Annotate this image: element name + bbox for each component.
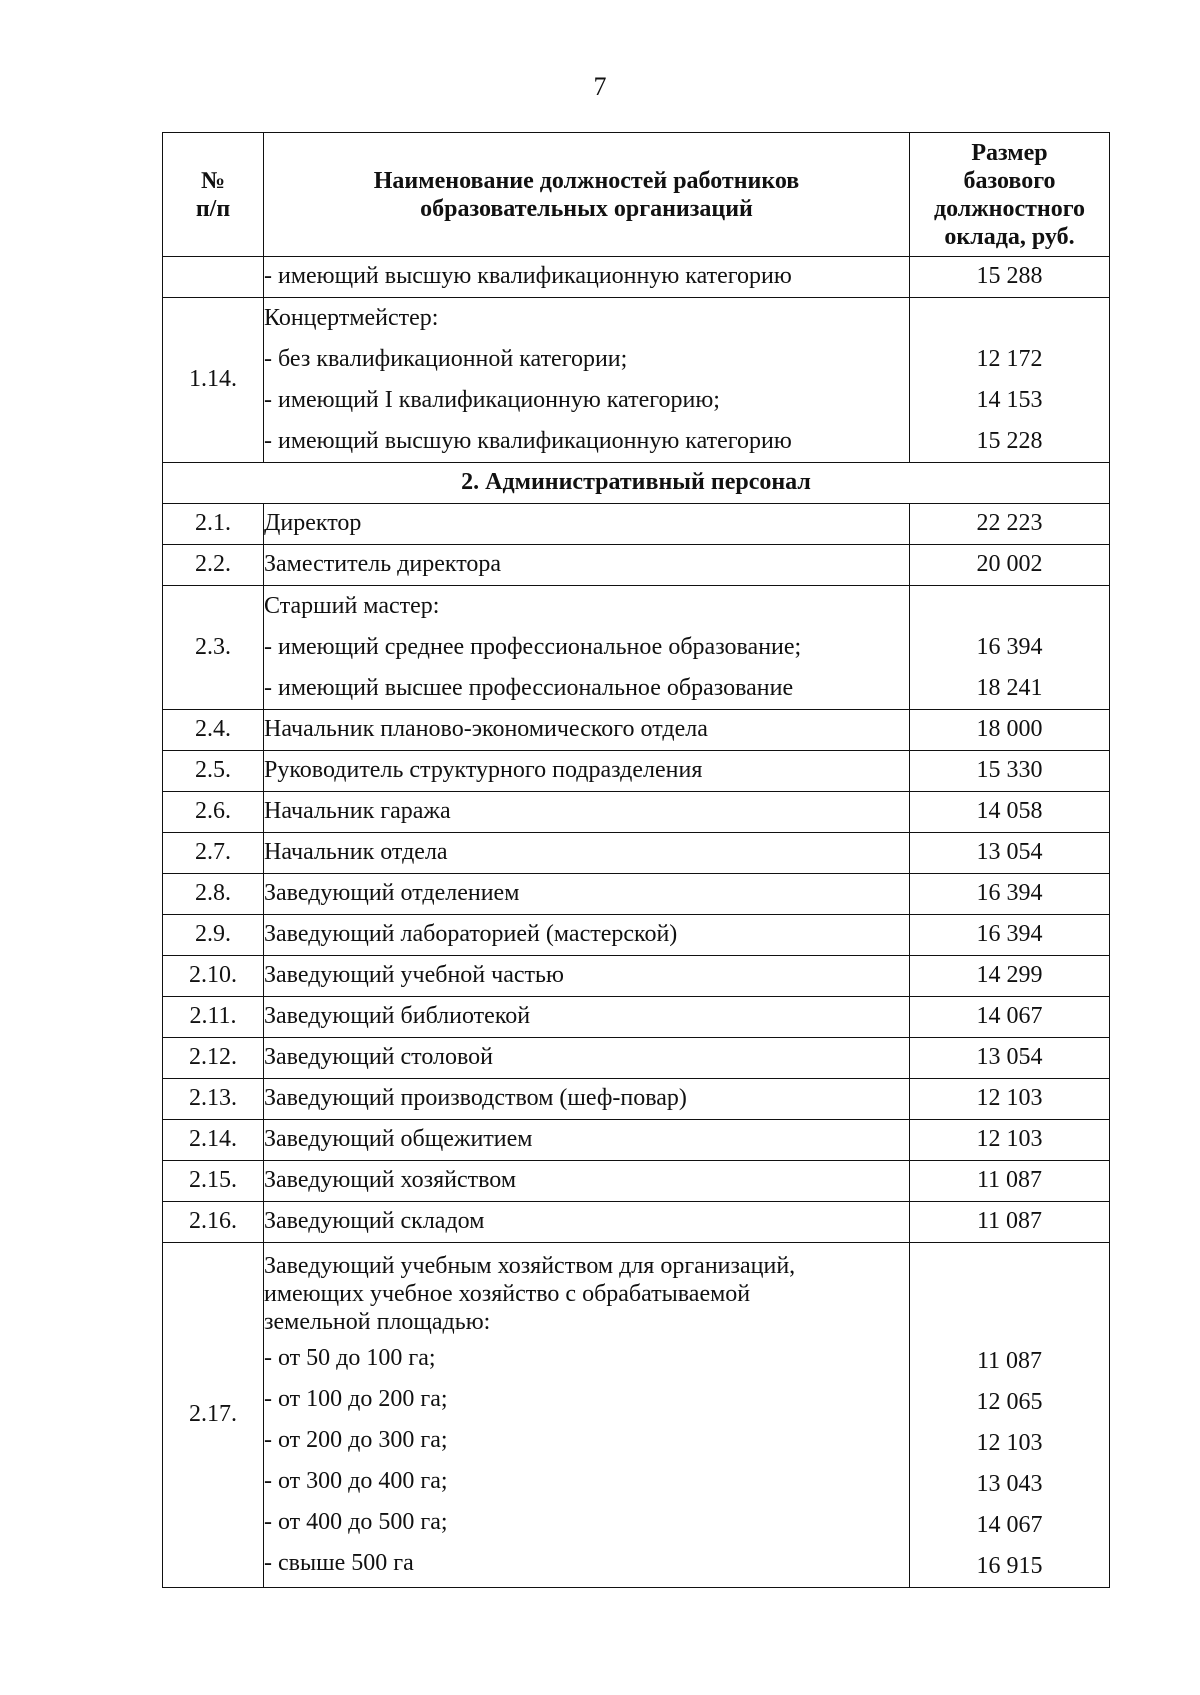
row-position: Заведующий общежитием [264,1120,910,1161]
table-row [163,1202,1110,1243]
position-subitem: - имеющий I квалификационную категорию; [264,387,720,413]
position-subitem: - имеющий среднее профессиональное образование; [264,634,802,660]
row-salary: 12 103 [910,1120,1110,1161]
salary-value: 14 067 [976,1512,1043,1538]
row-position: Заведующий лабораторией (мастерской) [264,915,910,956]
row-number: 2.6. [163,792,264,833]
table-row [163,257,1110,298]
position-subitem: - от 400 до 500 га; [264,1509,448,1535]
position-subitem: - от 100 до 200 га; [264,1386,448,1412]
row-salary: 16 394 [910,915,1110,956]
position-subitem: - от 200 до 300 га; [264,1427,448,1453]
row-salary: 13 054 [910,1038,1110,1079]
row-position: Заведующий отделением [264,874,910,915]
row-number: 2.11. [163,997,264,1038]
header-salary-line3: должностного [933,195,1086,222]
position-title: Старший мастер: [264,593,440,619]
row-salary: 15 330 [910,751,1110,792]
row-position: Директор [264,504,910,545]
row-number: 2.2. [163,545,264,586]
table-header-row [163,133,1110,257]
row-position [264,586,910,710]
table-row [163,710,1110,751]
salary-value: 12 065 [976,1389,1043,1415]
header-position-line1: Наименование должностей работников [373,167,800,194]
salary-value: 18 241 [976,675,1043,701]
position-subitem: - имеющий высшую квалификационную категорию [264,428,792,454]
salary-table [162,132,1110,1588]
row-salary [910,298,1110,463]
header-salary-line4: оклада, руб. [944,223,1075,250]
position-title-line: имеющих учебное хозяйство с обрабатываемой [264,1281,751,1307]
row-number: 2.15. [163,1161,264,1202]
row-number: 1.14. [163,298,264,463]
table-row [163,504,1110,545]
position-subitem: - от 300 до 400 га; [264,1468,448,1494]
section-row [163,463,1110,504]
row-position: Начальник планово-экономического отдела [264,710,910,751]
table-row [163,1038,1110,1079]
header-position-name [264,133,910,257]
row-number: 2.14. [163,1120,264,1161]
position-title: Концертмейстер: [264,305,439,331]
row-position [264,1243,910,1588]
row-number: 2.3. [163,586,264,710]
salary-value: 13 043 [976,1471,1043,1497]
row-number: 2.4. [163,710,264,751]
table-row [163,956,1110,997]
position-subitem: - имеющий высшее профессиональное образование [264,675,794,701]
row-salary: 15 288 [910,257,1110,298]
section-title: 2. Административный персонал [163,463,1110,504]
page-number: 7 [593,72,607,101]
row-position: Начальник гаража [264,792,910,833]
salary-value: 15 228 [976,428,1043,454]
table-row [163,915,1110,956]
header-number-symbol: № [200,167,226,194]
row-number: 2.9. [163,915,264,956]
row-position [264,298,910,463]
row-position: - имеющий высшую квалификационную категорию [264,257,910,298]
table-row [163,751,1110,792]
row-number: 2.8. [163,874,264,915]
header-number-abbr: п/п [195,195,231,222]
row-number: 2.7. [163,833,264,874]
row-number [163,257,264,298]
row-salary [910,586,1110,710]
table-row [163,586,1110,710]
row-salary: 14 058 [910,792,1110,833]
row-position: Заведующий хозяйством [264,1161,910,1202]
table-row [163,298,1110,463]
row-position: Заместитель директора [264,545,910,586]
row-salary: 12 103 [910,1079,1110,1120]
position-subitem: - без квалификационной категории; [264,346,628,372]
row-position: Заведующий столовой [264,1038,910,1079]
row-number: 2.17. [163,1243,264,1588]
row-number: 2.16. [163,1202,264,1243]
table-row [163,792,1110,833]
table-row [163,833,1110,874]
row-salary: 20 002 [910,545,1110,586]
header-position-line2: образовательных организаций [420,195,753,222]
row-salary: 11 087 [910,1161,1110,1202]
row-salary: 22 223 [910,504,1110,545]
salary-value: 12 103 [976,1430,1043,1456]
row-salary: 16 394 [910,874,1110,915]
table-row [163,1079,1110,1120]
row-salary: 11 087 [910,1202,1110,1243]
position-title-line: земельной площадью: [264,1309,491,1335]
table-row [163,874,1110,915]
row-position: Начальник отдела [264,833,910,874]
row-number: 2.10. [163,956,264,997]
position-title-line: Заведующий учебным хозяйством для организаций, [264,1253,796,1279]
row-salary: 13 054 [910,833,1110,874]
row-position: Руководитель структурного подразделения [264,751,910,792]
row-salary: 14 299 [910,956,1110,997]
row-salary: 18 000 [910,710,1110,751]
row-number: 2.13. [163,1079,264,1120]
position-title [264,1246,909,1338]
header-salary [910,133,1110,257]
position-subitem: - свыше 500 га [264,1550,414,1576]
header-salary-line2: базового [963,167,1056,194]
table-row [163,1243,1110,1588]
position-subitem: - от 50 до 100 га; [264,1345,436,1371]
row-salary [910,1243,1110,1588]
salary-value: 16 915 [976,1553,1043,1579]
header-salary-line1: Размер [971,139,1048,166]
salary-value: 16 394 [976,634,1043,660]
row-position: Заведующий учебной частью [264,956,910,997]
table-row [163,545,1110,586]
salary-value: 11 087 [976,1348,1043,1374]
salary-value: 14 153 [976,387,1043,413]
row-position: Заведующий библиотекой [264,997,910,1038]
row-number: 2.1. [163,504,264,545]
table-row [163,997,1110,1038]
row-salary: 14 067 [910,997,1110,1038]
salary-value: 12 172 [976,346,1043,372]
row-position: Заведующий складом [264,1202,910,1243]
row-position: Заведующий производством (шеф-повар) [264,1079,910,1120]
header-number [163,133,264,257]
row-number: 2.12. [163,1038,264,1079]
row-number: 2.5. [163,751,264,792]
table-row [163,1120,1110,1161]
table-row [163,1161,1110,1202]
